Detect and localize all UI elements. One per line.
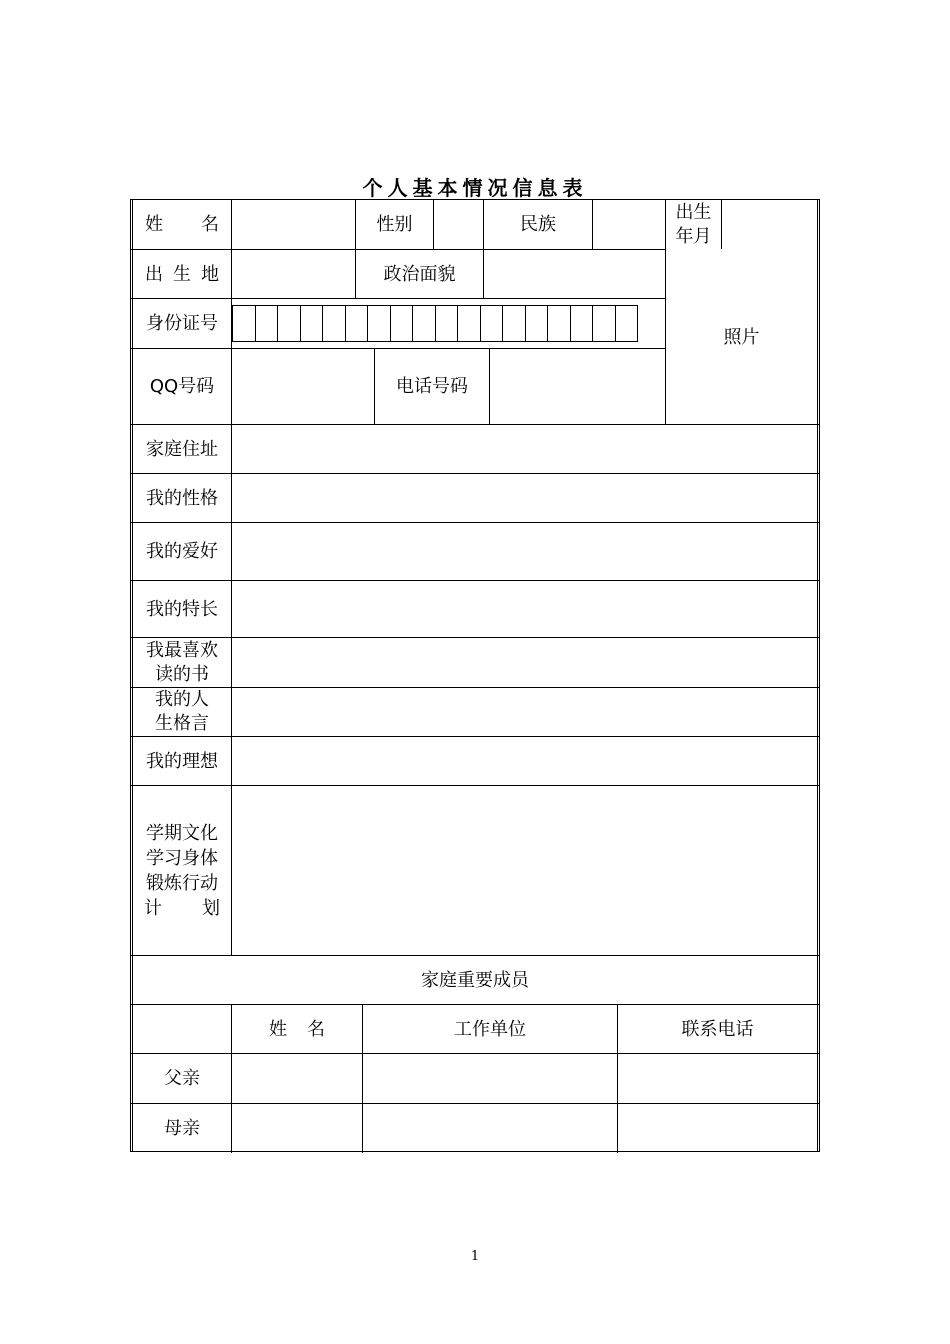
name-label: 姓 名 [145,214,219,235]
specialty-field[interactable] [232,581,817,637]
specialty-label: 我的特长 [146,598,218,620]
id-digit-box[interactable] [255,305,279,342]
family-header-work-unit: 工作单位 [454,1018,526,1040]
id-digit-box[interactable] [547,305,571,342]
id-digit-box[interactable] [390,305,414,342]
id-digit-box[interactable] [435,305,459,342]
ideal-label: 我的理想 [146,750,218,772]
mother-name-field[interactable] [232,1104,362,1152]
ethnicity-label: 民族 [520,214,556,235]
political-status-label: 政治面貌 [383,263,456,285]
plan-label: 学期文化 学习身体 锻炼行动 计 划 [144,822,220,919]
plan-field[interactable] [232,786,817,955]
id-digit-box[interactable] [345,305,369,342]
id-digit-box[interactable] [300,305,324,342]
personality-field[interactable] [232,474,817,522]
family-header-name: 姓 名 [269,1018,325,1040]
family-member-mother: 母亲 [164,1117,200,1139]
id-digit-box[interactable] [615,305,639,342]
family-member-father: 父亲 [164,1068,200,1089]
ethnicity-field[interactable] [593,200,665,249]
id-digit-box[interactable] [502,305,526,342]
hobbies-field[interactable] [232,523,817,580]
id-digit-box[interactable] [457,305,481,342]
favorite-book-field[interactable] [232,638,817,687]
id-digit-box[interactable] [525,305,549,342]
gender-field[interactable] [434,200,483,249]
political-status-field[interactable] [484,250,665,298]
page-number: 1 [470,1249,480,1264]
father-name-field[interactable] [232,1054,362,1103]
id-digit-box[interactable] [277,305,301,342]
form-title: 个人基本情况信息表 [362,176,588,200]
id-digit-box[interactable] [480,305,504,342]
address-label: 家庭住址 [146,438,218,460]
birthplace-field[interactable] [232,250,355,298]
qq-field[interactable] [232,349,374,424]
name-field[interactable] [232,200,355,249]
id-number-boxes[interactable] [232,299,665,348]
gender-label: 性别 [376,214,413,235]
photo-box[interactable]: 照片 [723,326,760,348]
motto-label: 我的人 生格言 [155,689,209,734]
info-table [130,199,820,1152]
birth-date-field[interactable] [722,200,817,249]
address-field[interactable] [232,425,817,473]
hobbies-label: 我的爱好 [146,541,218,562]
birth-date-label: 出生 年月 [675,201,712,247]
father-work-unit-field[interactable] [363,1054,617,1103]
id-digit-box[interactable] [322,305,346,342]
id-digit-box[interactable] [367,305,391,342]
family-header-contact: 联系电话 [681,1018,754,1040]
phone-field[interactable] [490,349,665,424]
id-digit-box[interactable] [570,305,594,342]
phone-label: 电话号码 [396,376,468,397]
birthplace-label: 出 生 地 [145,263,219,285]
family-header-blank [133,1005,231,1053]
motto-field[interactable] [232,688,817,736]
ideal-field[interactable] [232,737,817,785]
favorite-book-label: 我最喜欢 读的书 [146,639,218,685]
qq-label: QQ号码 [149,376,215,397]
id-digit-box[interactable] [592,305,616,342]
family-heading: 家庭重要成员 [421,969,529,991]
mother-contact-field[interactable] [618,1104,817,1152]
mother-work-unit-field[interactable] [363,1104,617,1152]
id-digit-box[interactable] [232,305,256,342]
personality-label: 我的性格 [146,487,218,509]
id-number-label: 身份证号 [146,313,218,334]
father-contact-field[interactable] [618,1054,817,1103]
id-digit-box[interactable] [412,305,436,342]
